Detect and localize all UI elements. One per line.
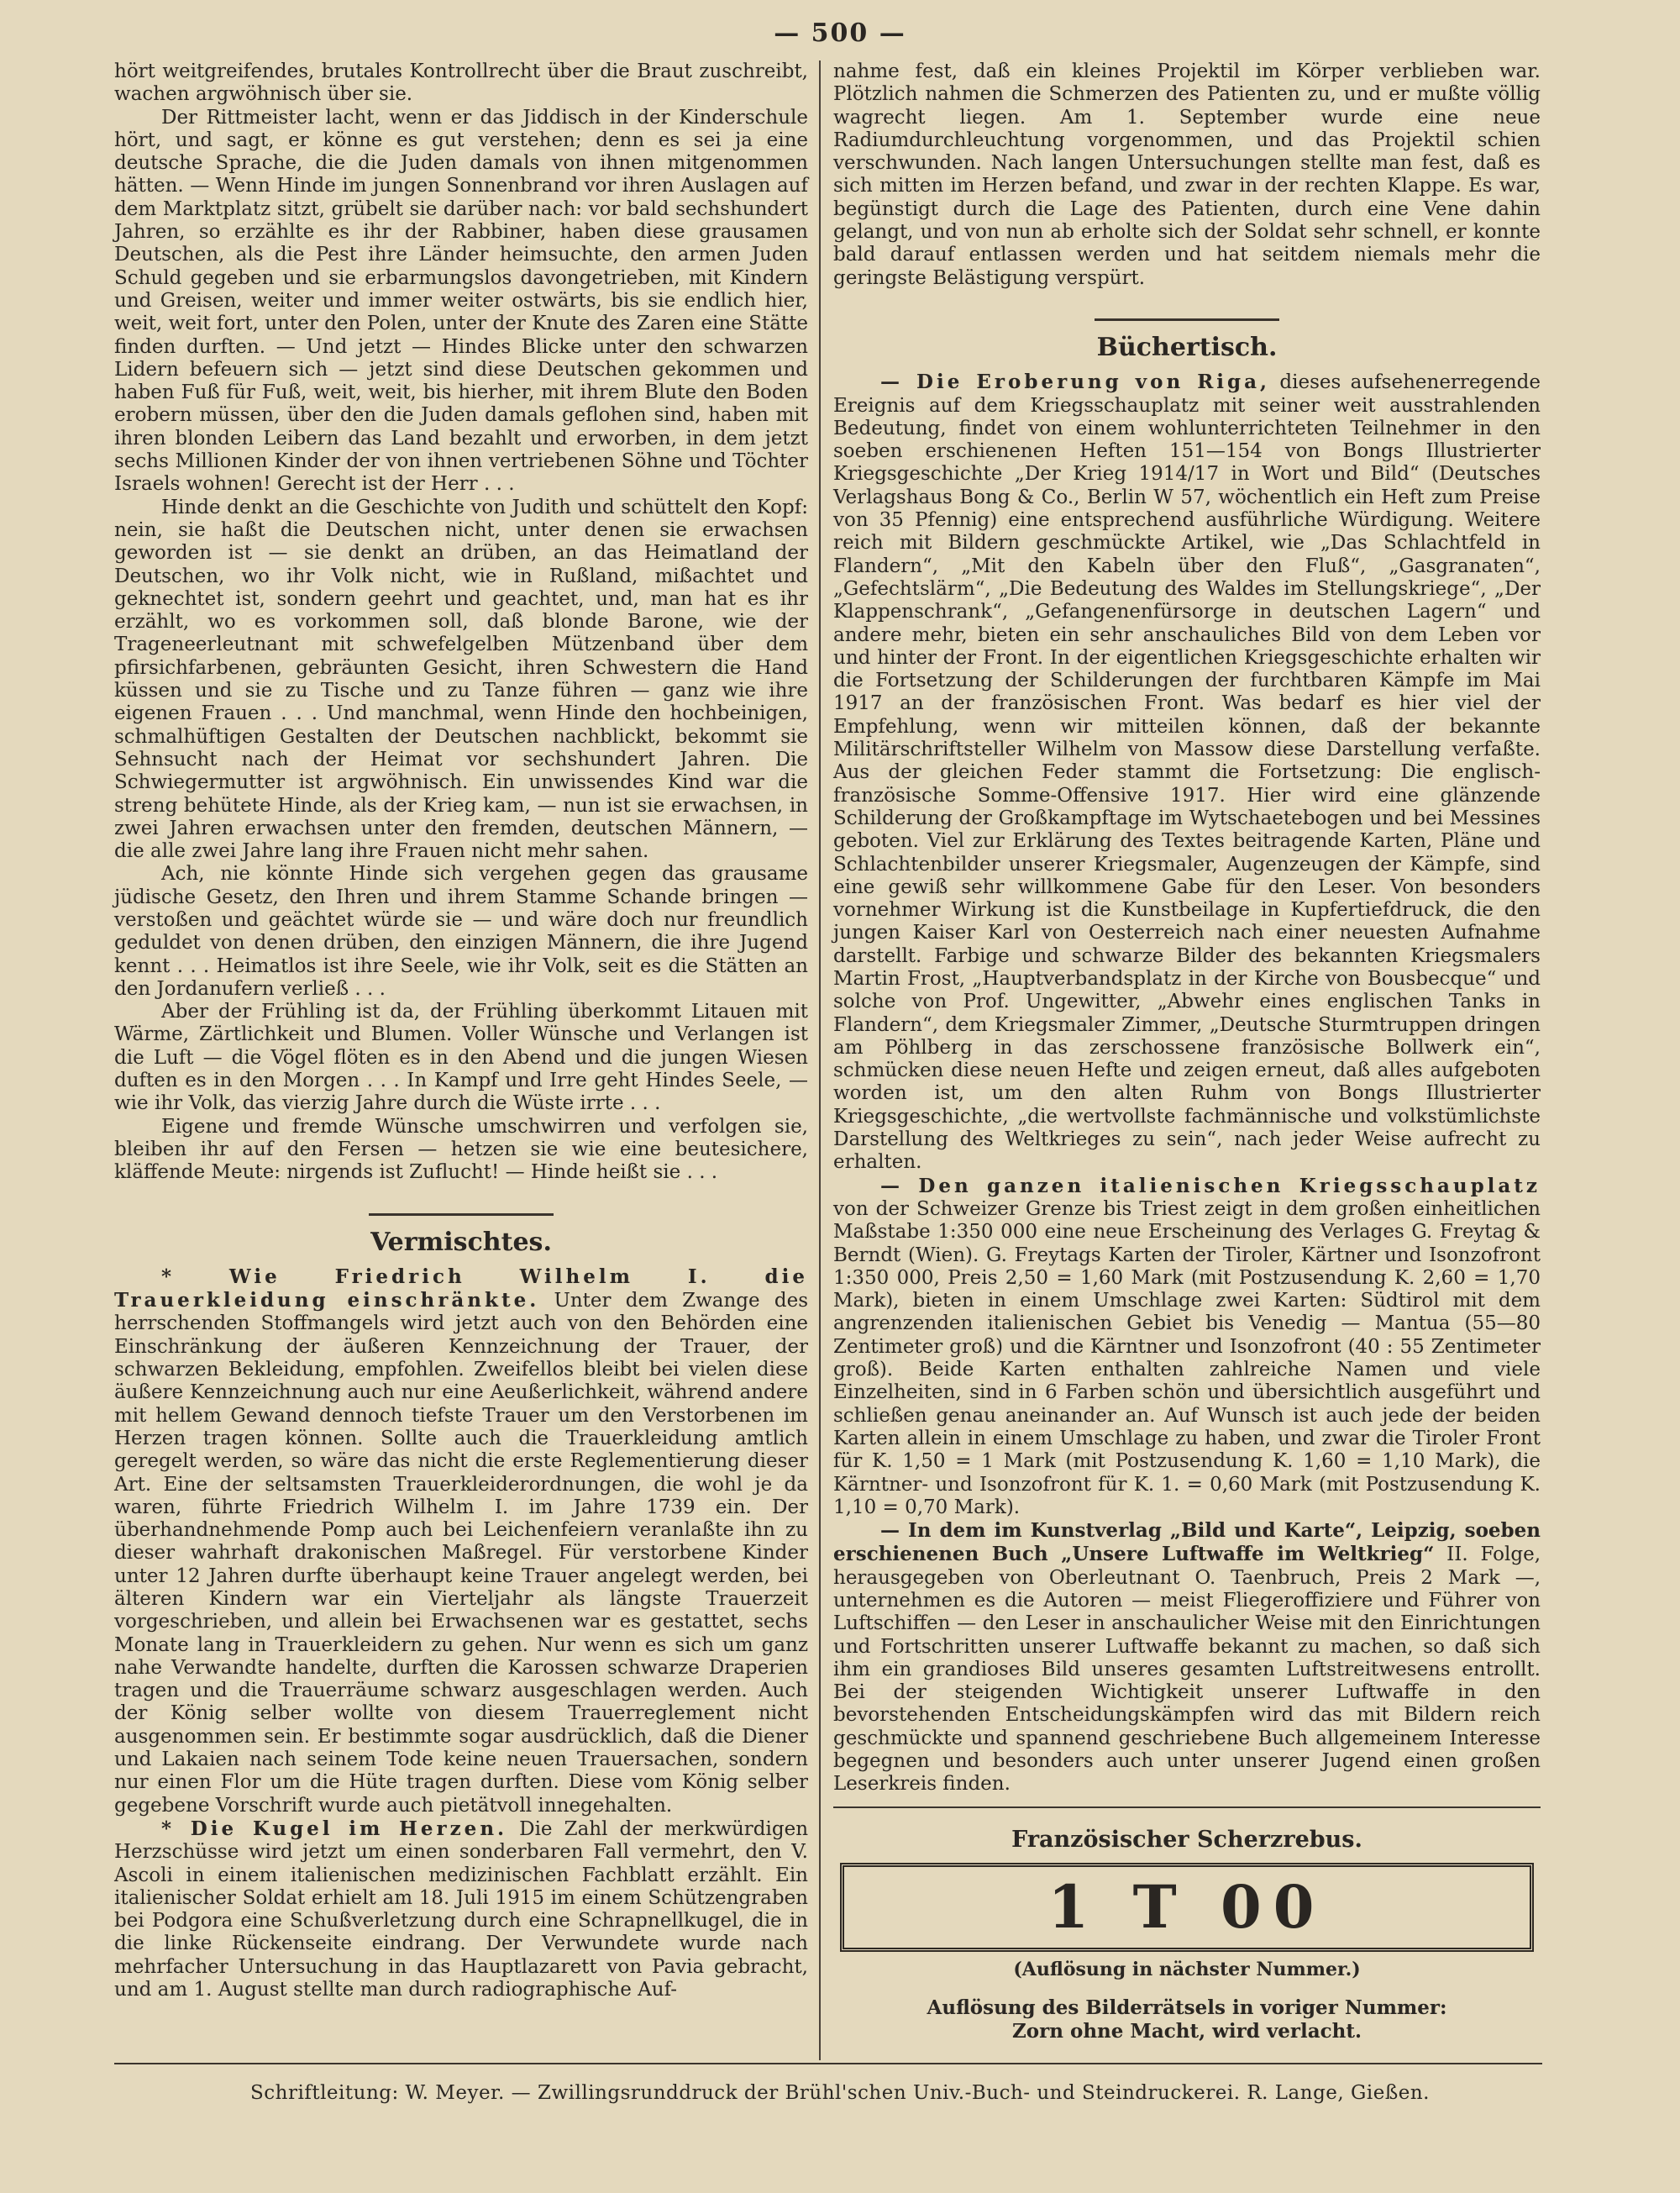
review-luftwaffe-body: II. Folge, herausgegeben von Oberleutnant O. Taenbruch, Preis 2 Mark —, unternehmen es die Autoren — meist Fliegeroffiziere und Führer von Luftschiffen — den Leser in anschaulicher Weise mit den Einrichtungen und Fortschritten unserer Luftwaffe bekannt zu machen, so daß sich ihm ein grandioses Bild unseres gesamten Luftstreitwesens entrollt. Bei der steigenden Wichtigkeit unserer Luftwaffe in den bevorstehenden Entscheidungskämpfen wird das mit Bildern reich geschmückte und spannend geschriebene Buch allgemeinem Interesse begegnen und besonders auch unter unserer Jugend einen großen Leserkreis finden. bbox=[833, 1544, 1541, 1796]
rebus-puzzle: 1 T 00 bbox=[1047, 1872, 1326, 1943]
review-luftwaffe bbox=[833, 1519, 1541, 1796]
footer-rule bbox=[114, 2063, 1542, 2064]
paragraph-kugel-continuation: nahme fest, daß ein kleines Projektil im Körper verblieben war. Plötzlich nahmen die Schmerzen des Patienten zu, und er mußte völlig wagrecht liegen. Am 1. September wurde eine neue Radiumdurchleuchtung vorgenommen, und das Projektil schien verschwunden. Nach langen Untersuchungen stellte man fest, daß es sich mitten im Herzen befand, und zwar in der rechten Klappe. Es war, begünstigt durch die Lage des Patienten, durch eine Vene dahin gelangt, und von nun ab erholte sich der Soldat sehr schnell, er konnte bald darauf entlassen werden und hat seitdem niemals mehr die geringste Belästigung verspürt. bbox=[833, 60, 1541, 289]
article-trauerkleidung-heading: * Wie Friedrich Wilhelm I. die Trauerkleidung einschränkte. bbox=[114, 1265, 808, 1312]
paragraph-judith: Hinde denkt an die Geschichte von Judith und schüttelt den Kopf: nein, sie haßt die Deutschen nicht, unter denen sie erwachsen geworden ist — sie denkt an drüben, an das Heimatland der Deutschen, wo ihr Volk nicht, wie in Rußland, mißachtet und geknechtet ist, sondern geehrt und geachtet, und, man hat es ihr erzählt, wo es vorkommen soll, daß blonde Barone, wie der Trageneerleutnant mit schwefelgelben Mützenband über dem pfirsichfarbenen, gebräunten Gesicht, ihren Schwestern die Hand küssen und sie zu Tische und zu Tanze führen — ganz wie ihre eigenen Frauen . . . Und manchmal, wenn Hinde den hochbeinigen, schmalhüftigen Gestalten der Deutschen nachblickt, bekommt sie Sehnsucht nach der Heimat vor sechshundert Jahren. Die Schwiegermutter ist argwöhnisch. Ein unwissendes Kind war die streng behütete Hinde, als der Krieg kam, — nun ist sie erwachsen, in zwei Jahren erwachsen unter den fremden, deutschen Männern, — die alle zwei Jahre lang ihre Frauen nicht mehr sahen. bbox=[114, 496, 808, 863]
review-maps-body: von der Schweizer Grenze bis Triest zeigt in dem großen einheitlichen Maßstabe 1:350 000 eine neue Erscheinung des Verlages G. Freytag & Berndt (Wien). G. Freytags Karten der Tiroler, Kärtner und Isonzofront 1:350 000, Preis 2,50 = 1,60 Mark (mit Postzusendung K. 2,60 = 1,70 Mark), bieten in einem Umschlage zwei Karten: Südtirol mit dem angrenzenden italienischen Gebiet bis Venedig — Mantua (55—80 Zentimeter groß) und die Kärntner und Isonzofront (40 : 55 Zentimeter groß). Beide Karten enthalten zahlreiche Namen und viele Einzelheiten, sind in 6 Farben schön und übersichtlich ausgeführt und schließen genau aneinander an. Auf Wunsch ist auch jede der beiden Karten allein in einem Umschlage zu haben, und zwar die Tiroler Front für K. 1,50 = 1 Mark (mit Postzusendung K. 1,60 = 1,10 Mark), die Kärntner- und Isonzofront für K. 1. = 0,60 Mark (mit Postzusendung K. 1,10 = 0,70 Mark). bbox=[833, 1197, 1541, 1518]
paragraph-jewish-law: Ach, nie könnte Hinde sich vergehen gegen das grausame jüdische Gesetz, den Ihren und ihrem Stamme Schande bringen — verstoßen und geächtet würde sie — und wäre doch nur freundlich geduldet von denen drüben, den einzigen Männern, die ihre Jugend kennt . . . Heimatlos ist ihre Seele, wie ihr Volk, seit es die Stätten an den Jordanufern verließ . . . bbox=[114, 863, 808, 1000]
article-kugel-body: Die Zahl der merkwürdigen Herzschüsse wird jetzt um einen sonderbaren Fall vermehrt, den V. Ascoli in einem italienischen medizinischen Fachblatt erzählt. Ein italienischer Soldat erhielt am 18. Juli 1915 im einem Schützengraben bei Podgora eine Schußverletzung durch eine Schrapnellkugel, die in die linke Rückenseite eindrang. Der Verwundete wurde nach mehrfacher Untersuchung in das Hauptlazarett von Pavia gebracht, und am 1. August stellte man durch radiographische Auf- bbox=[114, 1817, 809, 2001]
paragraph-story-continuation: hört weitgreifendes, brutales Kontrollrecht über die Braut zuschreibt, wachen argwöhnisch über sie. bbox=[114, 60, 808, 106]
article-kugel-heading: * Die Kugel im Herzen. bbox=[161, 1817, 508, 1840]
review-riga bbox=[833, 371, 1541, 1174]
article-trauerkleidung bbox=[114, 1265, 808, 1817]
review-italian-maps bbox=[833, 1175, 1541, 1519]
section-title-vermischtes: Vermischtes. bbox=[370, 1227, 552, 1257]
left-column bbox=[114, 60, 808, 2001]
paragraph-spring: Aber der Frühling ist da, der Frühling überkommt Litauen mit Wärme, Zärtlichkeit und Blumen. Voller Wünsche und Verlangen ist die Luft — die Vögel flöten es in den Abend und die jungen Wiesen duften es in den Morgen . . . In Kampf und Irre geht Hindes Seele, — wie ihr Volk, das vierzig Jahre durch die Wüste irrte . . . bbox=[114, 1001, 808, 1115]
article-trauerkleidung-body: Unter dem Zwange des herrschenden Stoffmangels wird jetzt auch von den Behörden eine Einschränkung der äußeren Kennzeichnung der Trauer, der schwarzen Bekleidung, empfohlen. Zweifellos bleibt bei vielen diese äußere Kennzeichnung auch nur eine Aeußerlichkeit, während andere mit hellem Gewand dennoch tiefste Trauer um den Verstorbenen im Herzen tragen können. Sollte auch die Trauerkleidung amtlich geregelt werden, so wäre das nicht die erste Reglementierung dieser Art. Eine der seltsamsten Trauerkleiderordnungen, die wohl je da waren, führte Friedrich Wilhelm I. im Jahre 1739 ein. Der überhandnehmende Pomp auch bei Leichenfeiern veranlaßte ihn zu dieser wahrhaft drakonischen Maßregel. Für verstorbene Kinder unter 12 Jahren durfte überhaupt keine Trauer angelegt werden, bei älteren Kindern war ein Vierteljahr als längste Trauerzeit vorgeschrieben, und allein bei Erwachsenen war es gestattet, sechs Monate lang in Trauerkleidern zu gehen. Nur wenn es sich um ganz nahe Verwandte handelte, durften die Karossen schwarze Draperien tragen und die Trauerräume schwarz ausgeschlagen werden. Auch der König selber wollte von diesem Trauerreglement nicht ausgenommen sein. Er bestimmte sogar ausdrücklich, daß die Diener und Lakaien nach seinem Tode keine neuen Trauersachen, sondern nur einen Flor um die Hüte tragen durften. Diese vom König selber gegebene Vorschrift wurde auch pietätvoll innegehalten. bbox=[114, 1290, 809, 1817]
section-divider bbox=[1095, 318, 1279, 321]
review-riga-heading: — Die Eroberung von Riga, bbox=[880, 371, 1271, 394]
solution-text: Zorn ohne Macht, wird verlacht. bbox=[1012, 2020, 1362, 2043]
right-column bbox=[833, 60, 1541, 2043]
review-luftwaffe-heading: — In dem im Kunstverlag „Bild und Karte“, Leipzig, soeben erschienenen Buch „Unsere Luftwaffe im Weltkrieg“ bbox=[833, 1519, 1541, 1566]
imprint-footer: Schriftleitung: W. Meyer. — Zwillingsrunddruck der Brühl'schen Univ.-Buch- und Steindruckerei. R. Lange, Gießen. bbox=[250, 2082, 1430, 2104]
review-riga-body: dieses aufsehenerregende Ereignis auf dem Kriegsschauplatz mit seiner weit ausstrahlenden Bedeutung, findet von einem wohlunterrichteten Teilnehmer in den soeben erschienenen Heften 151—154 von Bongs Illustrierter Kriegsgeschichte „Der Krieg 1914/17 in Wort und Bild“ (Deutsches Verlagshaus Bong & Co., Berlin W 57, wöchentlich ein Heft zum Preise von 35 Pfennig) eine entsprechend ausführliche Würdigung. Weitere reich mit Bildern geschmückte Artikel, wie „Das Schlachtfeld in Flandern“, „Mit den Kabeln über den Fluß“, „Gasgranaten“, „Gefechtslärm“, „Die Bedeutung des Waldes im Stellungskriege“, „Der Klappenschrank“, „Gefangenenfürsorge in deutschen Lagern“ und andere mehr, bieten ein sehr anschauliches Bild von dem Leben vor und hinter der Front. In der eigentlichen Kriegsgeschichte erhalten wir die Fortsetzung der Schilderungen der furchtbaren Kämpfe im Mai 1917 an der französischen Front. Was bedarf es hier viel der Empfehlung, wenn wir mitteilen können, daß der bekannte Militärschriftsteller Wilhelm von Massow diese Darstellung verfaßte. Aus der gleichen Feder stammt die Fortsetzung: Die englisch-französische Somme-Offensive 1917. Hier wird eine glänzende Schilderung der Großkampftage im Wytschaetebogen und bei Messines geboten. Viel zur Erklärung des Textes beitragende Karten, Pläne und Schlachtenbilder unserer Kriegsmaler, Augenzeugen der Kämpfe, sind eine gewiß sehr willkommene Gabe für den Leser. Von besonders vornehmer Wirkung ist die Kunstbeilage in Kupfertiefdruck, die den jungen Kaiser Karl von Oesterreich nach einer neuesten Aufnahme darstellt. Farbige und schwarze Bilder des bekannten Kriegsmalers Martin Frost, „Hauptverbandsplatz in der Kirche von Bousbecque“ und solche von Prof. Ungewitter, „Abwehr eines englischen Tanks in Flandern“, dem Kriegsmaler Zimmer, „Deutsche Sturmtruppen dringen am Pöhlberg in das zerschossene französische Bollwerk ein“, schmücken diese neuen Hefte und zeigen erneut, daß alles aufgeboten worden ist, um den alten Ruhm von Bongs Illustrierter Kriegsgeschichte, „die wertvollste fachmännische und volkstümlichste Darstellung des Weltkrieges zu sein“, nach jeder Weise aufrecht zu erhalten. bbox=[833, 371, 1541, 1174]
paragraph-rittmeister: Der Rittmeister lacht, wenn er das Jiddisch in der Kinderschule hört, und sagt, er könne es gut verstehen; denn es sei ja eine deutsche Sprache, die die Juden damals von ihnen mitgenommen hätten. — Wenn Hinde im jungen Sonnenbrand vor ihren Auslagen auf dem Marktplatz sitzt, grübelt sie darüber nach: vor bald sechshundert Jahren, so erzählte es ihr der Rabbiner, haben diese grausamen Deutschen, als die Pest ihre Länder heimsuchte, den armen Juden Schuld gegeben und sie erbarmungslos davongetrieben, mit Kindern und Greisen, weiter und immer weiter ostwärts, bis sie endlich hier, weit, weit fort, unter den Polen, unter der Knute des Zaren eine Stätte finden durften. — Und jetzt — Hindes Blicke unter den schwarzen Lidern befeuern sich — jetzt sind diese Deutschen gekommen und haben Fuß für Fuß, weit, weit, bis hierher, mit ihrem Blute den Boden erobern müssen, über den die Juden damals geflohen sind, haben mit ihren blonden Leibern das Land bezahlt und erworben, in dem jetzt sechs Millionen Kinder der von ihnen vertriebenen Söhne und Töchter Israels wohnen! Gerecht ist der Herr . . . bbox=[114, 106, 808, 496]
page-number: — 500 — bbox=[774, 18, 906, 48]
paragraph-wishes: Eigene und fremde Wünsche umschwirren und verfolgen sie, bleiben ihr auf den Fersen — hetzen sie wie eine beutesichere, kläffende Meute: nirgends ist Zuflucht! — Hinde heißt sie . . . bbox=[114, 1115, 808, 1184]
section-divider bbox=[369, 1213, 554, 1216]
section-title-buechertisch: Büchertisch. bbox=[1096, 332, 1278, 362]
rebus-title: Französischer Scherzrebus. bbox=[1011, 1826, 1362, 1853]
review-maps-heading: — Den ganzen italienischen Kriegsschauplatz bbox=[880, 1174, 1541, 1197]
article-kugel-im-herzen bbox=[114, 1817, 808, 2001]
rebus-box bbox=[840, 1863, 1534, 1952]
rebus-note: (Auflösung in nächster Nummer.) bbox=[1013, 1958, 1361, 1980]
rebus-divider bbox=[833, 1806, 1541, 1808]
column-divider bbox=[819, 60, 821, 2060]
previous-solution bbox=[833, 1996, 1541, 2043]
solution-label: Auflösung des Bilderrätsels in voriger Nummer: bbox=[927, 1996, 1447, 2020]
